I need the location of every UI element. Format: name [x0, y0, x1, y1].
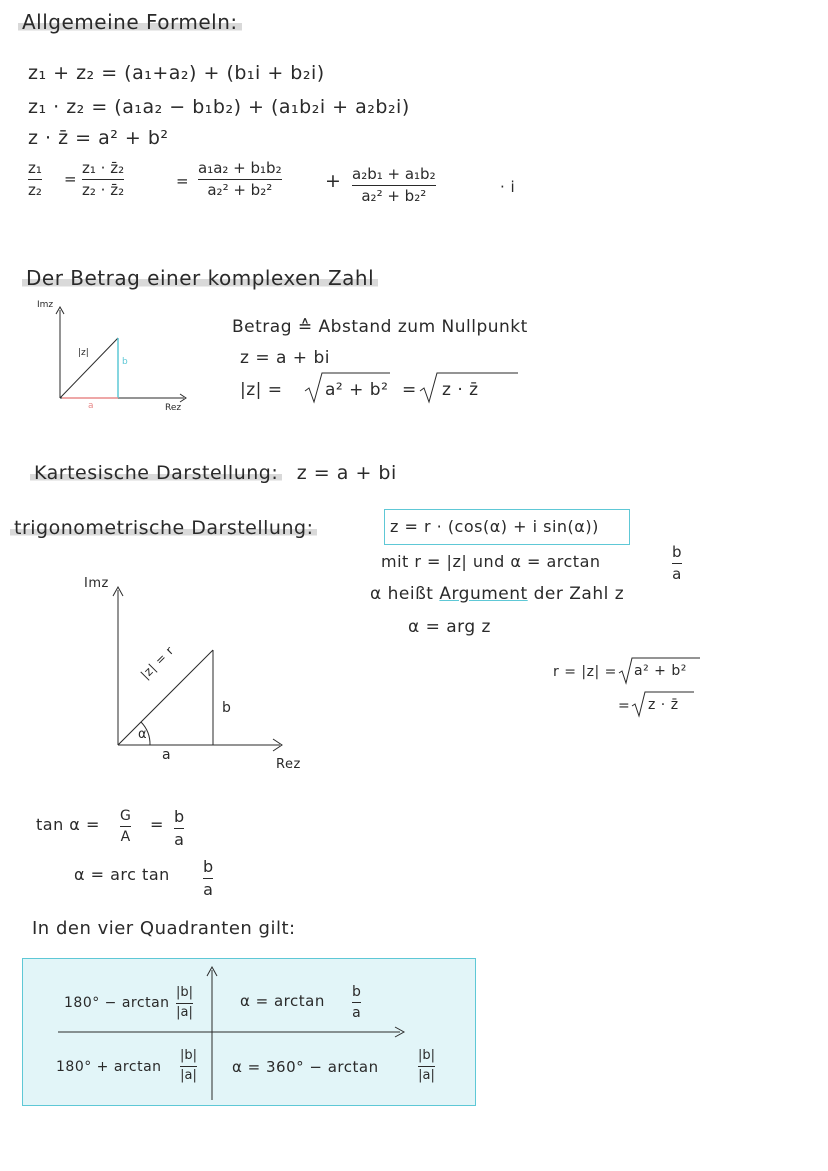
betrag-axis-im: Imz	[37, 300, 54, 310]
trig-mit-frac: b a	[672, 543, 682, 584]
q3-frac: |b| |a|	[180, 1048, 198, 1083]
kart-formula: z = a + bi	[296, 462, 397, 484]
quadrants-heading: In den vier Quadranten gilt:	[32, 918, 296, 939]
q1-text: α = arctan	[240, 992, 325, 1010]
trig-r-rad: a² + b²	[634, 663, 687, 679]
trig-axis-im: Imz	[84, 576, 109, 591]
betrag-abs-eq: =	[402, 380, 417, 400]
div-eq2: =	[176, 172, 190, 190]
tan-alpha: α = arc tan	[74, 865, 170, 884]
betrag-leg-a: a	[88, 401, 94, 411]
div-i: · i	[500, 178, 516, 196]
betrag-axis-re: Rez	[165, 403, 182, 413]
q2-text: 180° − arctan	[64, 995, 170, 1011]
heading-betrag: Der Betrag einer komplexen Zahl	[22, 266, 378, 290]
formula-sum: z₁ + z₂ = (a₁+a₂) + (b₁i + b₂i)	[28, 62, 325, 84]
tan-lhs: tan α =	[36, 815, 100, 834]
tan-frac-ba: b a	[174, 807, 185, 850]
q3-text: 180° + arctan	[56, 1059, 162, 1075]
trig-alpha: α	[138, 727, 148, 742]
heading-general: Allgemeine Formeln:	[18, 10, 242, 34]
betrag-definition: Betrag ≙ Abstand zum Nullpunkt	[232, 317, 528, 337]
div-mid: z₁ · z̄₂ z₂ · z̄₂	[82, 159, 125, 200]
q4-frac: |b| |a|	[418, 1048, 436, 1083]
div-plus: +	[325, 170, 342, 192]
formula-conjugate: z · z̄ = a² + b²	[28, 127, 169, 149]
trig-arg-line: α heißt Argument der Zahl z	[370, 584, 625, 604]
tan-alpha-frac: b a	[203, 857, 214, 900]
tan-eq: =	[150, 815, 164, 834]
trig-hyp-label: |z| = r	[138, 643, 177, 682]
q4-text: α = 360° − arctan	[232, 1058, 379, 1076]
kart-label: Kartesische Darstellung: z = a + bi	[30, 462, 397, 484]
trig-arg-word: Argument	[439, 584, 528, 604]
betrag-leg-b: b	[122, 357, 128, 367]
betrag-hyp-label: |z|	[78, 348, 89, 358]
betrag-abs-r2: z · z̄	[442, 380, 479, 400]
trig-label: trigonometrische Darstellung:	[10, 517, 317, 539]
q2-frac: |b| |a|	[176, 985, 194, 1020]
betrag-abs-lhs: |z| =	[240, 380, 283, 400]
trig-leg-b: b	[222, 700, 232, 716]
trig-formula: z = r · (cos(α) + i sin(α))	[390, 517, 599, 536]
div-eq1: =	[64, 170, 78, 188]
div-lhs: z₁ z₂	[28, 159, 42, 200]
tan-frac-ga: G A	[120, 808, 131, 846]
trig-axis-re: Rez	[276, 757, 301, 772]
betrag-z: z = a + bi	[240, 348, 330, 368]
trig-mit: mit r = |z| und α = arctan	[381, 552, 601, 571]
trig-leg-a: a	[162, 747, 172, 763]
trig-r-lhs: r = |z| =	[553, 664, 617, 680]
trig-r2-lhs: =	[618, 698, 631, 714]
div-imag: a₂b₁ + a₁b₂ a₂² + b₂²	[352, 165, 436, 206]
div-real: a₁a₂ + b₁b₂ a₂² + b₂²	[198, 159, 282, 200]
formula-product: z₁ · z₂ = (a₁a₂ − b₁b₂) + (a₁b₂i + a₂b₂i)	[28, 96, 410, 118]
trig-r2-rad: z · z̄	[648, 697, 679, 713]
trig-arg-eq: α = arg z	[408, 617, 491, 637]
betrag-abs-r1: a² + b²	[325, 380, 389, 400]
q1-frac: b a	[352, 984, 361, 1022]
